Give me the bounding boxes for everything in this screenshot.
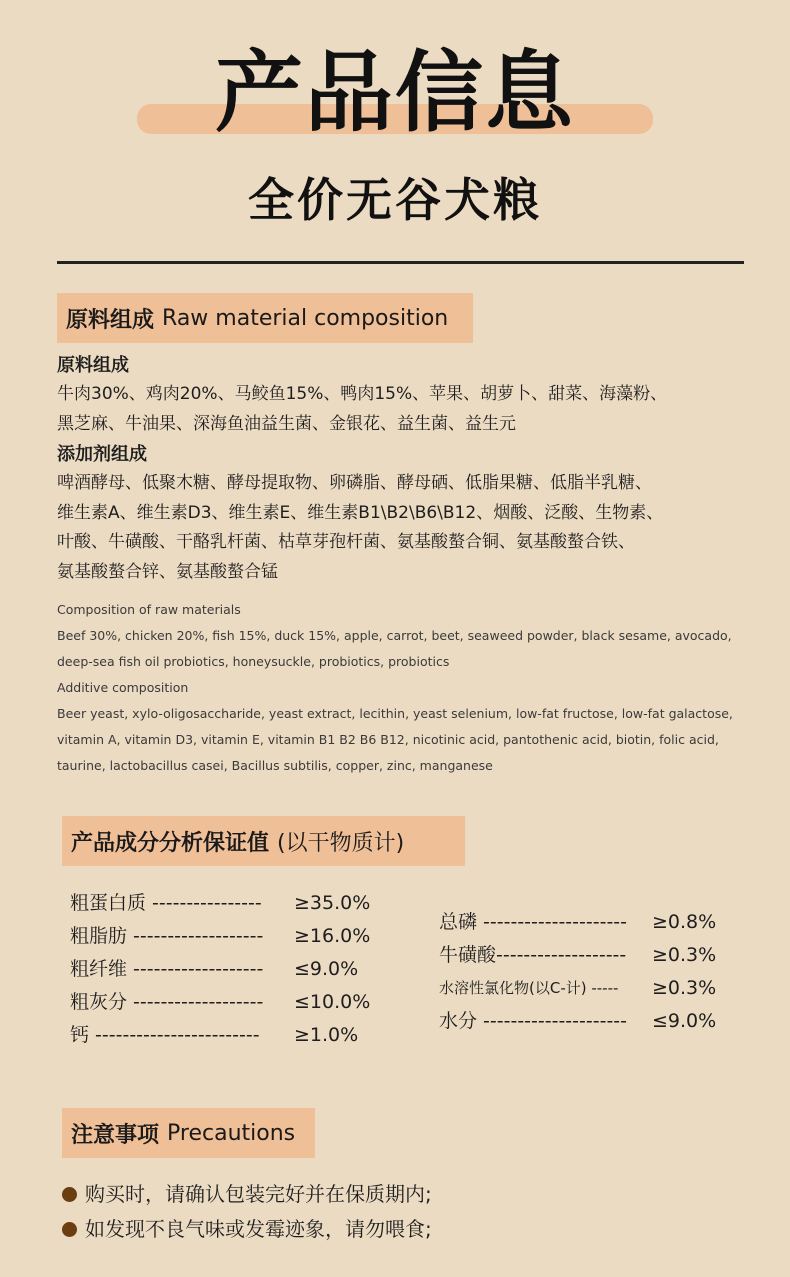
composition-cn-block — [57, 352, 757, 587]
analysis-label: 粗蛋白质 ---------------- — [70, 892, 262, 914]
precautions-heading-en: Precautions — [167, 1120, 296, 1146]
analysis-heading-note: (以干物质计) — [277, 830, 405, 856]
analysis-label: 总磷 --------------------- — [439, 911, 628, 933]
analysis-row — [439, 972, 739, 1005]
analysis-value: ≤9.0% — [652, 1010, 717, 1032]
analysis-value: ≥0.3% — [652, 944, 717, 966]
additives-line: 叶酸、牛磺酸、干酪乳杆菌、枯草芽孢杆菌、氨基酸螯合铜、氨基酸螯合铁、 — [57, 532, 635, 552]
analysis-row — [70, 1019, 400, 1052]
analysis-value: ≤9.0% — [294, 958, 359, 980]
analysis-label: 钙 ------------------------ — [70, 1024, 260, 1046]
bullet-dot-icon — [62, 1187, 77, 1202]
precaution-item — [62, 1211, 432, 1247]
analysis-label: 水分 --------------------- — [439, 1010, 628, 1032]
analysis-value: ≥0.3% — [652, 977, 717, 999]
analysis-label: 粗纤维 ------------------- — [70, 958, 264, 980]
analysis-label: 水溶性氯化物(以C-计) ----- — [439, 979, 619, 997]
analysis-heading — [62, 816, 465, 866]
additives-line: 维生素A、维生素D3、维生素E、维生素B1\B2\B6\B12、烟酸、泛酸、生物素、 — [57, 502, 664, 523]
precautions-heading-cn: 注意事项 — [71, 1122, 160, 1148]
analysis-value: ≥1.0% — [294, 1024, 359, 1046]
raw-materials-line: 黑芝麻、牛油果、深海鱼油益生菌、金银花、益生菌、益生元 — [57, 413, 516, 434]
analysis-row — [70, 887, 400, 920]
raw-materials-line: 牛肉30%、鸡肉20%、马鲛鱼15%、鸭肉15%、苹果、胡萝卜、甜菜、海藻粉、 — [57, 384, 668, 404]
composition-heading-cn: 原料组成 — [66, 307, 155, 333]
english-composition-line: taurine, lactobacillus casei, Bacillus subtilis, copper, zinc, manganese — [57, 758, 493, 773]
raw-materials-label: 原料组成 — [57, 355, 129, 376]
precaution-text: 购买时，请确认包装完好并在保质期内; — [85, 1182, 432, 1206]
english-composition-line: vitamin A, vitamin D3, vitamin E, vitamin B1 B2 B6 B12, nicotinic acid, pantothenic acid, biotin, folic acid, — [57, 732, 719, 747]
analysis-value: ≤10.0% — [294, 991, 371, 1013]
analysis-row — [439, 1005, 739, 1038]
composition-heading-en: Raw material composition — [162, 305, 449, 331]
analysis-label: 粗脂肪 ------------------- — [70, 925, 264, 947]
analysis-table-left — [70, 887, 400, 1052]
additives-label: 添加剂组成 — [57, 444, 147, 465]
analysis-row — [439, 906, 739, 939]
analysis-value: ≥0.8% — [652, 911, 717, 933]
additives-line: 氨基酸螯合锌、氨基酸螯合锰 — [57, 561, 278, 582]
analysis-row — [70, 986, 400, 1019]
precautions-heading — [62, 1108, 315, 1158]
english-composition-line: Beef 30%, chicken 20%, fish 15%, duck 15%, apple, carrot, beet, seaweed powder, black sesame, avocado, — [57, 628, 732, 643]
analysis-value: ≥35.0% — [294, 892, 371, 914]
analysis-row — [439, 939, 739, 972]
divider — [57, 261, 744, 264]
composition-heading — [57, 293, 473, 343]
composition-en-block — [57, 597, 757, 779]
precaution-text: 如发现不良气味或发霉迹象，请勿喂食; — [85, 1217, 432, 1241]
page-subtitle: 全价无谷犬粮 — [248, 173, 542, 227]
additives-line: 啤酒酵母、低聚木糖、酵母提取物、卵磷脂、酵母硒、低脂果糖、低脂半乳糖、 — [57, 473, 652, 493]
bullet-dot-icon — [62, 1222, 77, 1237]
english-composition-line: deep-sea fish oil probiotics, honeysuckle, probiotics, probiotics — [57, 654, 450, 669]
page-title: 产品信息 — [214, 41, 575, 144]
analysis-value: ≥16.0% — [294, 925, 371, 947]
analysis-table-right — [439, 906, 739, 1038]
analysis-row — [70, 953, 400, 986]
title-block — [0, 38, 790, 148]
english-composition-line: Composition of raw materials — [57, 602, 241, 617]
english-composition-line: Beer yeast, xylo-oligosaccharide, yeast extract, lecithin, yeast selenium, low-fat fructose, low-fat galactose, — [57, 706, 733, 721]
analysis-label: 粗灰分 ------------------- — [70, 991, 264, 1013]
analysis-label: 牛磺酸------------------- — [439, 944, 627, 966]
english-composition-line: Additive composition — [57, 680, 189, 695]
analysis-heading-cn: 产品成分分析保证值 — [71, 830, 270, 856]
precaution-item — [62, 1176, 432, 1212]
analysis-row — [70, 920, 400, 953]
